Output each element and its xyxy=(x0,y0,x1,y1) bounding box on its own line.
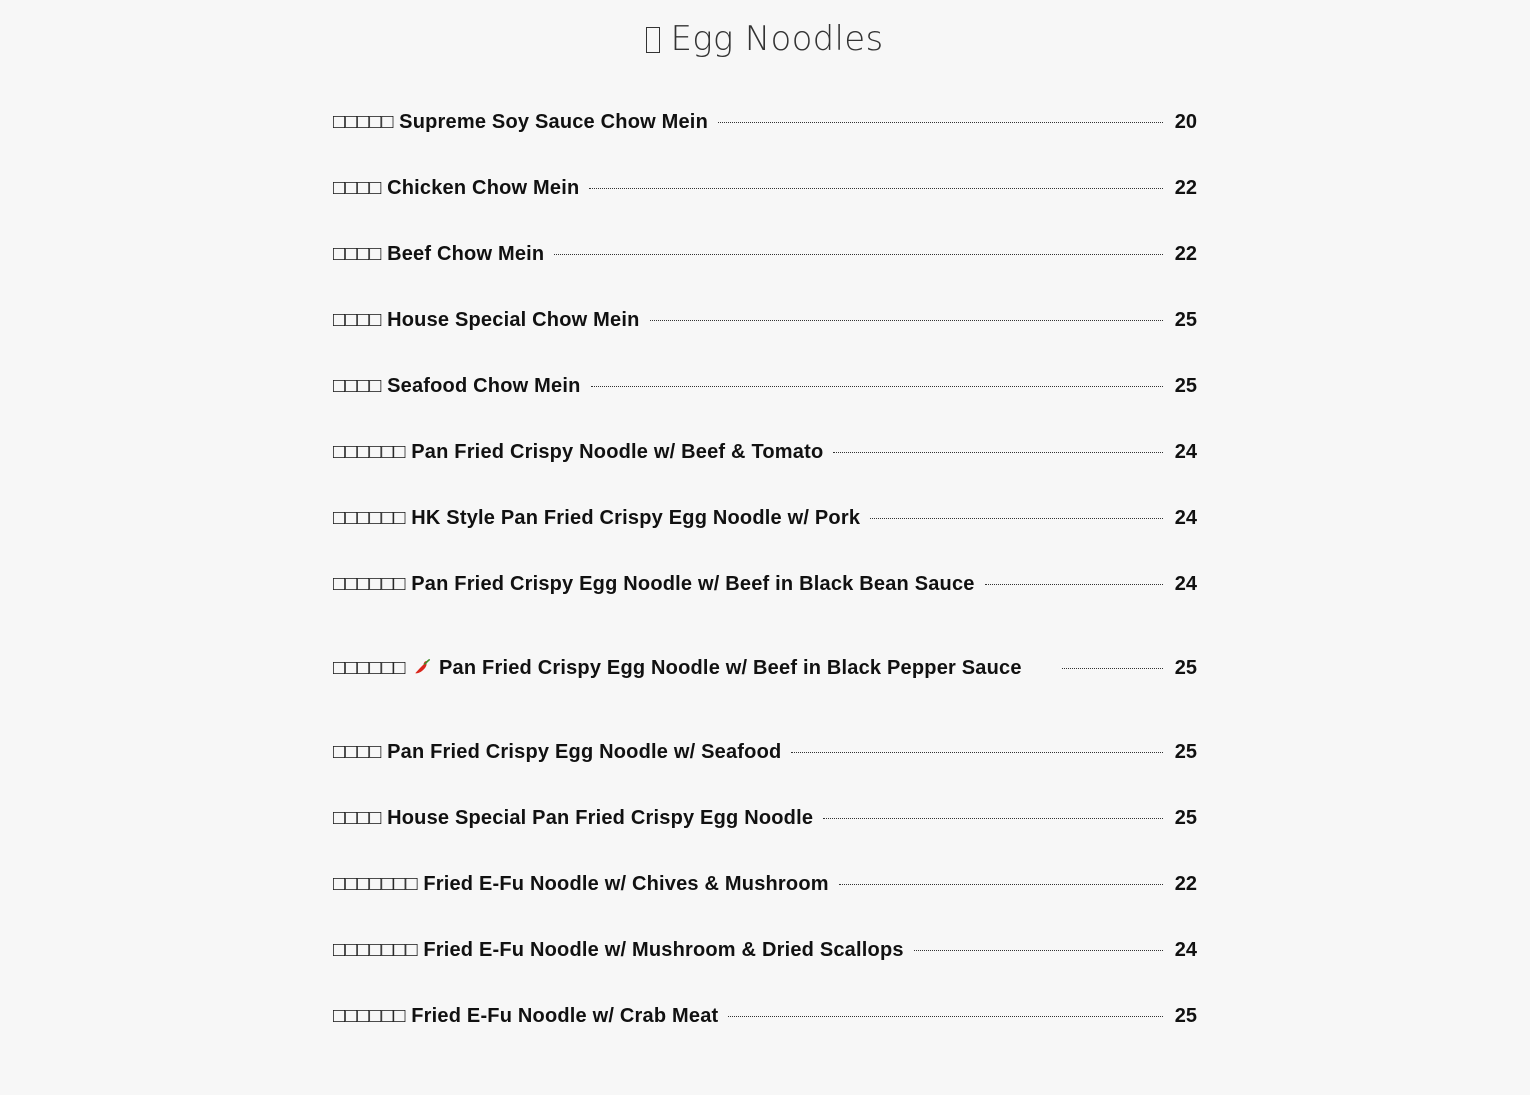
menu-item-english-name: Pan Fried Crispy Egg Noodle w/ Seafood xyxy=(387,741,782,763)
menu-item-price: 25 xyxy=(1174,657,1197,679)
menu-item-name xyxy=(333,104,708,140)
menu-item-price: 24 xyxy=(1174,939,1197,961)
dotted-leader xyxy=(985,584,1163,585)
menu-item xyxy=(333,730,1197,774)
menu-item-name xyxy=(333,434,823,470)
menu-item-chinese-name: □□□□□□ xyxy=(333,1005,406,1027)
dotted-leader xyxy=(728,1016,1163,1017)
menu-item-english-name: Fried E-Fu Noodle w/ Mushroom & Dried Scallops xyxy=(423,939,904,961)
menu-item-chinese-name: □□□□□□ xyxy=(333,657,406,679)
menu-item-price: 25 xyxy=(1174,1005,1197,1027)
dotted-leader xyxy=(650,320,1163,321)
menu-item-name xyxy=(333,170,579,206)
dotted-leader xyxy=(589,188,1163,189)
menu-item-name xyxy=(333,566,975,602)
menu-item-price: 24 xyxy=(1174,507,1197,529)
menu-item-name xyxy=(333,998,718,1034)
menu-item-name xyxy=(333,236,544,272)
menu-item-price: 22 xyxy=(1174,873,1197,895)
menu-item-price: 24 xyxy=(1174,441,1197,463)
menu-item xyxy=(333,862,1197,906)
menu-item xyxy=(333,496,1197,540)
dotted-leader xyxy=(833,452,1163,453)
menu-item-name xyxy=(333,866,829,902)
menu-item xyxy=(333,166,1197,210)
menu-item-chinese-name: □□□□ xyxy=(333,243,382,265)
menu-item xyxy=(333,994,1197,1038)
menu-item-name xyxy=(333,302,640,338)
section-title xyxy=(333,18,1197,60)
menu-item-price: 25 xyxy=(1174,375,1197,397)
menu-item-english-name: Pan Fried Crispy Egg Noodle w/ Beef in Black Bean Sauce xyxy=(411,573,975,595)
menu-item-english-name: House Special Pan Fried Crispy Egg Noodle xyxy=(387,807,814,829)
menu-item-name xyxy=(333,368,581,404)
dotted-leader xyxy=(591,386,1164,387)
menu-item-english-name: Supreme Soy Sauce Chow Mein xyxy=(399,111,708,133)
dotted-leader xyxy=(718,122,1163,123)
menu-item-name xyxy=(333,932,904,968)
dotted-leader xyxy=(791,752,1163,753)
menu-item-price: 25 xyxy=(1174,309,1197,331)
menu-item-chinese-name: □□□□□ xyxy=(333,111,394,133)
menu-item-price: 25 xyxy=(1174,741,1197,763)
menu-item-price: 22 xyxy=(1174,243,1197,265)
dotted-leader xyxy=(554,254,1163,255)
dotted-leader xyxy=(870,518,1163,519)
menu-item-english-name: Pan Fried Crispy Egg Noodle w/ Beef in Black Pepper Sauce xyxy=(439,657,1022,679)
menu-item-chinese-name: □□□□ xyxy=(333,309,382,331)
menu-item-chinese-name: □□□□□□□ xyxy=(333,873,418,895)
dotted-leader xyxy=(823,818,1163,819)
menu-item-price: 25 xyxy=(1174,807,1197,829)
menu-item-chinese-name: □□□□ xyxy=(333,741,382,763)
menu-item-chinese-name: □□□□□□ xyxy=(333,507,406,529)
menu-item-chinese-name: □□□□ xyxy=(333,177,382,199)
dotted-leader xyxy=(839,884,1163,885)
menu-item xyxy=(333,628,1197,708)
missing-glyph-box-icon xyxy=(646,27,660,53)
menu-item xyxy=(333,100,1197,144)
menu-item-price: 24 xyxy=(1174,573,1197,595)
menu-item xyxy=(333,796,1197,840)
menu-item-english-name: Pan Fried Crispy Noodle w/ Beef & Tomato xyxy=(411,441,824,463)
menu-item xyxy=(333,364,1197,408)
menu-item xyxy=(333,928,1197,972)
dotted-leader xyxy=(1062,668,1163,669)
menu-item-chinese-name: □□□□□□□ xyxy=(333,939,418,961)
menu-item-english-name: Fried E-Fu Noodle w/ Crab Meat xyxy=(411,1005,719,1027)
menu-item-name xyxy=(333,650,1022,686)
menu-item-name xyxy=(333,800,813,836)
menu-item-english-name: Beef Chow Mein xyxy=(387,243,545,265)
menu-item-name xyxy=(333,500,860,536)
menu-item-english-name: Chicken Chow Mein xyxy=(387,177,580,199)
menu-item-price: 20 xyxy=(1174,111,1197,133)
menu-item-price: 22 xyxy=(1174,177,1197,199)
menu-item xyxy=(333,298,1197,342)
menu-item-english-name: HK Style Pan Fried Crispy Egg Noodle w/ Pork xyxy=(411,507,861,529)
menu-item-english-name: Seafood Chow Mein xyxy=(387,375,581,397)
menu-item-chinese-name: □□□□ xyxy=(333,807,382,829)
dotted-leader xyxy=(914,950,1163,951)
menu-item-english-name: Fried E-Fu Noodle w/ Chives & Mushroom xyxy=(423,873,829,895)
menu-item-chinese-name: □□□□□□ xyxy=(333,441,406,463)
menu-item xyxy=(333,562,1197,606)
menu-item xyxy=(333,430,1197,474)
menu-item-chinese-name: □□□□□□ xyxy=(333,573,406,595)
menu-item-name xyxy=(333,734,781,770)
chili-pepper-icon xyxy=(413,658,431,676)
menu-item xyxy=(333,232,1197,276)
menu-item-english-name: House Special Chow Mein xyxy=(387,309,640,331)
menu-item-list xyxy=(333,100,1197,1060)
section-title-text: Egg Noodles xyxy=(670,19,884,59)
menu-item-chinese-name: □□□□ xyxy=(333,375,382,397)
